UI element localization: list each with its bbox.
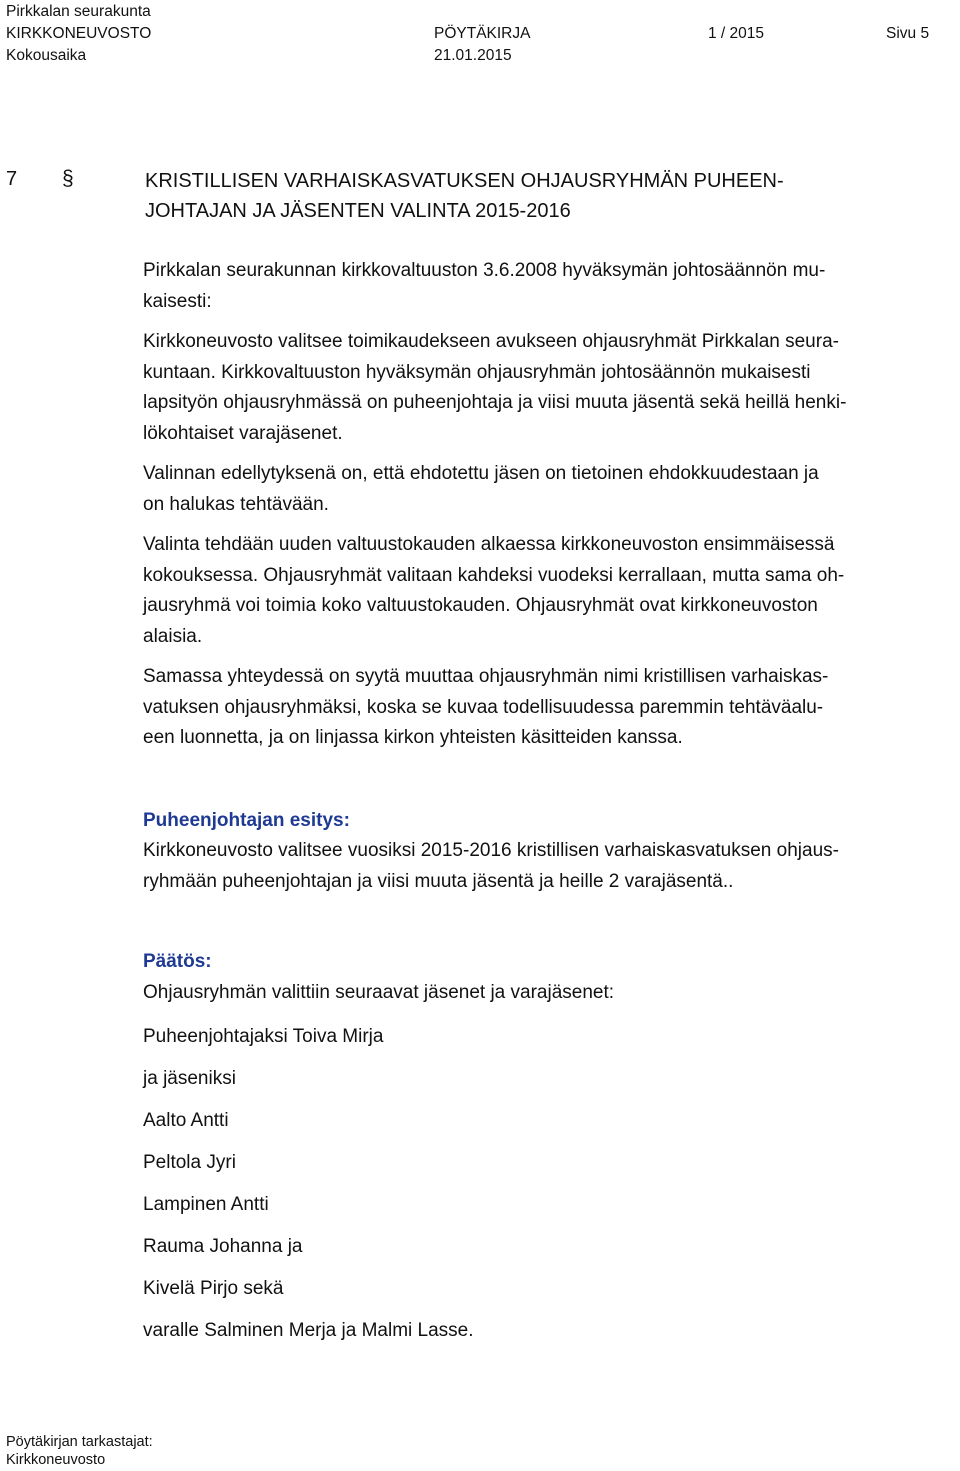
body-line: Valinnan edellytyksenä on, että ehdotettu jäsen on tietoinen ehdokkuudestaan ja (143, 463, 819, 484)
member-line: Rauma Johanna ja (143, 1236, 303, 1257)
proposal-line: ryhmään puheenjohtajan ja viisi muuta jäsentä ja heille 2 varajäsentä.. (143, 870, 734, 892)
member-line: ja jäseniksi (143, 1068, 236, 1089)
member-line: Lampinen Antti (143, 1194, 269, 1215)
meeting-time-label: Kokousaika (6, 47, 87, 64)
item-number: 7 (6, 168, 18, 190)
body-line: Pirkkalan seurakunnan kirkkovaltuuston 3.6.2008 hyväksymän johtosäännön mu- (143, 260, 826, 281)
footer-board: Kirkkoneuvosto (6, 1452, 106, 1468)
organization-name: Pirkkalan seurakunta (6, 3, 151, 20)
decision-heading: Päätös: (143, 951, 212, 972)
body-line: kokouksessa. Ohjausryhmät valitaan kahdeksi vuodeksi kerrallaan, mutta sama oh- (143, 564, 845, 586)
member-line: Peltola Jyri (143, 1152, 236, 1173)
body-line: Kirkkoneuvosto valitsee toimikaudekseen avukseen ohjausryhmät Pirkkalan seura- (143, 331, 839, 352)
member-line: Puheenjohtajaksi Toiva Mirja (143, 1026, 384, 1047)
body-line: lökohtaiset varajäsenet. (143, 422, 343, 444)
document-body (143, 256, 943, 1352)
meeting-date: 21.01.2015 (434, 47, 512, 64)
body-line: on halukas tehtävään. (143, 493, 329, 515)
body-line: alaisia. (143, 625, 203, 647)
page-number: Sivu 5 (886, 25, 930, 42)
body-line: kaisesti: (143, 290, 212, 312)
decision-member-list (143, 1016, 943, 1352)
item-title-line: JOHTAJAN JA JÄSENTEN VALINTA 2015-2016 (145, 200, 571, 222)
member-line: Kivelä Pirjo sekä (143, 1278, 284, 1299)
proposal-line: Kirkkoneuvosto valitsee vuosiksi 2015-2016 kristillisen varhaiskasvatuksen ohjaus- (143, 840, 839, 861)
member-line: varalle Salminen Merja ja Malmi Lasse. (143, 1320, 474, 1341)
item-title (145, 166, 905, 226)
board-name: KIRKKONEUVOSTO (6, 25, 152, 42)
item-title-line: KRISTILLISEN VARHAISKASVATUKSEN OHJAUSRYHMÄN PUHEEN- (145, 170, 784, 192)
body-line: een luonnetta, ja on linjassa kirkon yhteisten käsitteiden kanssa. (143, 727, 683, 748)
body-line: Valinta tehdään uuden valtuustokauden alkaessa kirkkoneuvoston ensimmäisessä (143, 534, 835, 555)
proposal-heading: Puheenjohtajan esitys: (143, 809, 350, 831)
body-line: lapsityön ohjausryhmässä on puheenjohtaja ja viisi muuta jäsentä sekä heillä henki- (143, 392, 847, 413)
document-type: PÖYTÄKIRJA (434, 25, 531, 42)
decision-intro: Ohjausryhmän valittiin seuraavat jäsenet ja varajäsenet: (143, 981, 615, 1003)
member-line: Aalto Antti (143, 1110, 229, 1131)
document-number: 1 / 2015 (708, 25, 765, 42)
body-line: jausryhmä voi toimia koko valtuustokauden. Ohjausryhmät ovat kirkkoneuvoston (143, 595, 818, 616)
section-symbol: § (62, 167, 74, 190)
footer-label: Pöytäkirjan tarkastajat: (6, 1434, 153, 1450)
body-line: Samassa yhteydessä on syytä muuttaa ohjausryhmän nimi kristillisen varhaiskas- (143, 666, 829, 687)
body-line: kuntaan. Kirkkovaltuuston hyväksymän ohjausryhmän johtosäännön mukaisesti (143, 361, 811, 383)
body-line: vatuksen ohjausryhmäksi, koska se kuvaa todellisuudessa paremmin tehtäväalu- (143, 696, 824, 718)
